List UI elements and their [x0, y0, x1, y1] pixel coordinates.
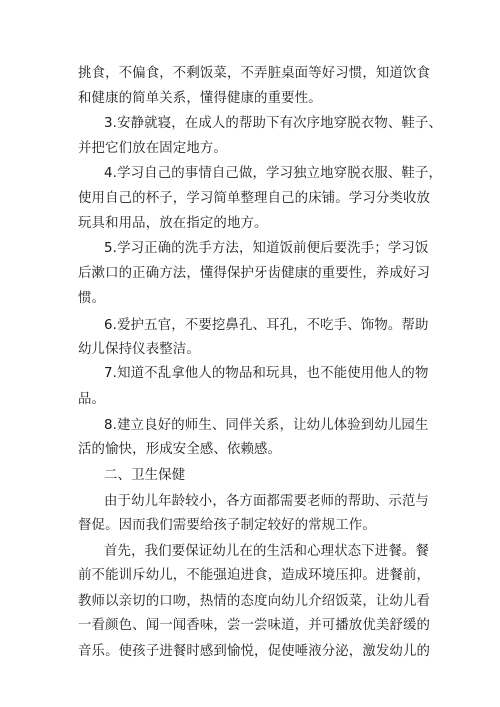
text-line: 6.爱护五官，不要挖鼻孔、耳孔，不吃手、饰物。帮助: [104, 318, 429, 333]
text-line: 教师以亲切的口吻，热情的态度向幼儿介绍饭菜，让幼儿看: [78, 594, 431, 609]
text-line: 幼儿保持仪表整洁。: [78, 342, 200, 357]
text-line: 品。: [78, 392, 106, 407]
text-line: 和健康的简单关系，懂得健康的重要性。: [78, 91, 322, 106]
text-line: 一看颜色、闻一闻香味，尝一尝味道，并可播放优美舒缓的: [78, 618, 431, 633]
text-line: 7.知道不乱拿他人的物品和玩具，也不能使用他人的物: [104, 366, 429, 381]
text-line: 8.建立良好的师生、同伴关系，让幼儿体验到幼儿园生: [104, 418, 429, 433]
text-line: 由于幼儿年龄较小，各方面都需要老师的帮助、示范与: [104, 494, 429, 509]
text-line: 督促。因而我们需要给孩子制定较好的常规工作。: [78, 518, 376, 533]
text-line: 活的愉快，形成安全感、依赖感。: [78, 442, 282, 457]
text-line: 二、卫生保健: [104, 468, 186, 483]
text-line: 音乐。使孩子进餐时感到愉悦，促使唾液分泌，激发幼儿的: [78, 644, 431, 659]
text-line: 3.安静就寝，在成人的帮助下有次序地穿脱衣物、鞋子、: [104, 116, 443, 131]
text-line: 首先，我们要保证幼儿在的生活和心理状态下进餐。餐: [104, 544, 429, 559]
text-line: 惯。: [78, 291, 106, 306]
text-line: 挑食，不偏食，不剩饭菜，不弄脏桌面等好习惯，知道饮食: [78, 66, 431, 81]
text-line: 玩具和用品，放在指定的地方。: [78, 216, 268, 231]
text-line: 4.学习自己的事情自己做，学习独立地穿脱衣服、鞋子，: [104, 166, 443, 181]
text-line: 后漱口的正确方法，懂得保护牙齿健康的重要性，养成好习: [78, 266, 431, 281]
text-line: 使用自己的杯子，学习简单整理自己的床铺。学习分类收放: [78, 191, 431, 206]
text-line: 并把它们放在固定地方。: [78, 141, 227, 156]
text-line: 5.学习正确的洗手方法，知道饭前便后要洗手；学习饭: [104, 241, 429, 256]
text-line: 前不能训斥幼儿，不能强迫进食，造成环境压抑。进餐前，: [78, 568, 431, 583]
